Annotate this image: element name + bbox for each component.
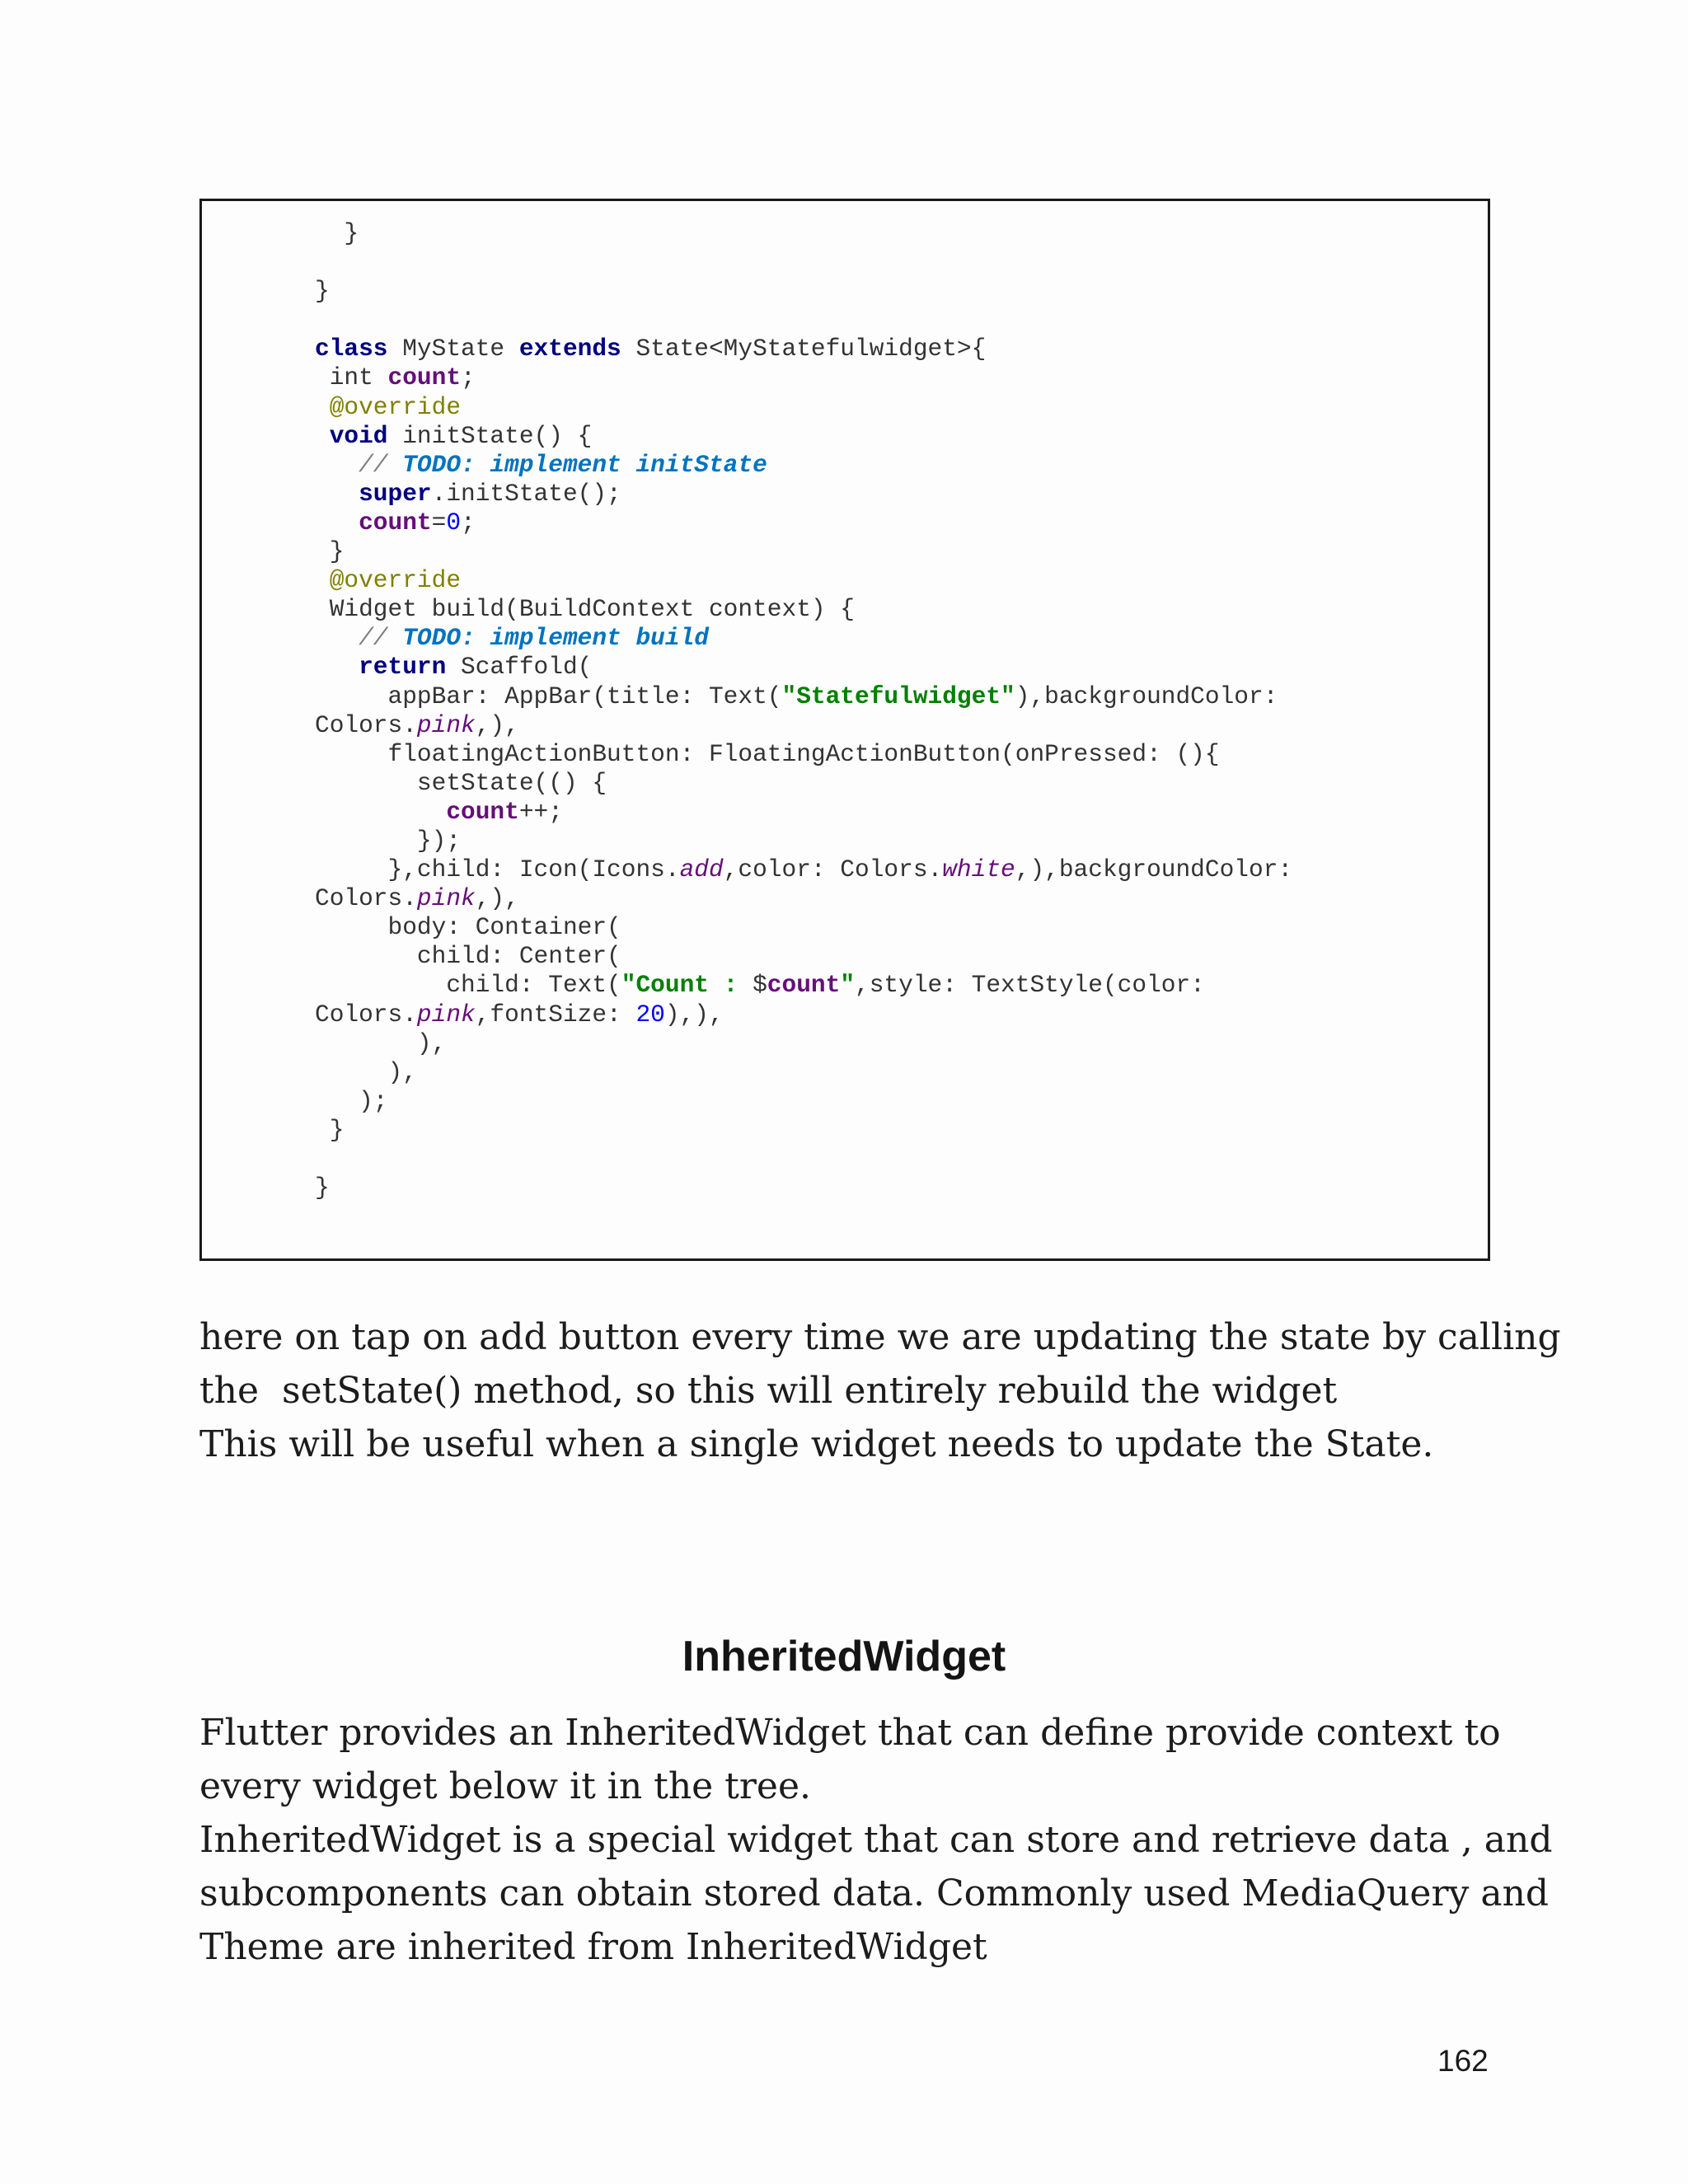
code-token bbox=[315, 653, 359, 681]
code-token: "Count : bbox=[621, 971, 753, 1000]
code-token: // bbox=[359, 450, 403, 479]
code-token: add bbox=[679, 855, 724, 884]
code-line bbox=[315, 653, 1292, 682]
code-token: Scaffold( bbox=[446, 653, 593, 682]
code-token: }); bbox=[315, 826, 462, 855]
code-token: ,), bbox=[475, 710, 519, 739]
code-line bbox=[315, 1116, 1292, 1145]
code-token: void bbox=[329, 421, 388, 450]
code-token: pink bbox=[416, 1000, 476, 1029]
code-line bbox=[315, 1058, 1292, 1087]
body-paragraph-setstate bbox=[199, 1310, 1561, 1471]
code-token: count bbox=[446, 797, 519, 826]
code-token: Colors. bbox=[315, 1000, 417, 1029]
code-line bbox=[315, 335, 1292, 363]
code-token: ,color: Colors. bbox=[723, 855, 943, 884]
code-token: body: Container( bbox=[315, 913, 621, 942]
code-line bbox=[315, 740, 1292, 769]
code-token: $ bbox=[753, 971, 767, 1000]
code-token: ,style: TextStyle(color: bbox=[855, 971, 1205, 1000]
code-line bbox=[315, 306, 1292, 335]
code-token: 0 bbox=[446, 508, 462, 537]
paragraph-line: every widget below it in the tree. bbox=[199, 1765, 811, 1807]
code-token bbox=[315, 798, 446, 826]
code-line bbox=[315, 1087, 1292, 1116]
code-token: @override bbox=[315, 566, 462, 595]
code-token: count bbox=[767, 971, 841, 1000]
code-line bbox=[315, 827, 1292, 855]
code-block bbox=[199, 199, 1490, 1261]
code-listing bbox=[315, 219, 1292, 1202]
code-line bbox=[315, 219, 1292, 248]
code-token: @override bbox=[315, 392, 462, 421]
paragraph-line: the setState() method, so this will entirely rebuild the widget bbox=[199, 1370, 1338, 1412]
code-line bbox=[315, 682, 1292, 711]
code-token: floatingActionButton: FloatingActionButton(onPressed: (){ bbox=[315, 739, 1220, 768]
section-heading: InheritedWidget bbox=[682, 1633, 1006, 1680]
code-line bbox=[315, 913, 1292, 942]
code-token: ,),backgroundColor: bbox=[1015, 855, 1293, 884]
code-line bbox=[315, 509, 1292, 537]
code-line bbox=[315, 711, 1292, 740]
code-token: ),backgroundColor: bbox=[1015, 682, 1278, 710]
code-line bbox=[315, 971, 1292, 1000]
code-line bbox=[315, 942, 1292, 971]
code-token: white bbox=[942, 855, 1015, 884]
code-token: State<MyStatefulwidget>{ bbox=[621, 335, 987, 363]
code-line bbox=[315, 595, 1292, 624]
code-token bbox=[315, 509, 359, 537]
code-token: return bbox=[359, 653, 447, 682]
code-token: } bbox=[315, 277, 330, 306]
code-token: " bbox=[840, 971, 856, 1000]
code-token: setState(() { bbox=[315, 768, 607, 797]
code-line bbox=[315, 1174, 1292, 1202]
code-line bbox=[315, 1001, 1292, 1029]
code-token: // bbox=[359, 624, 403, 653]
code-token: child: Center( bbox=[315, 942, 621, 971]
code-token: ,fontSize: bbox=[475, 1000, 636, 1029]
code-token: = bbox=[431, 508, 447, 537]
code-line bbox=[315, 798, 1292, 827]
code-token: ,), bbox=[475, 884, 519, 913]
code-token: Colors. bbox=[315, 884, 417, 913]
code-token: extends bbox=[518, 335, 621, 363]
code-token bbox=[315, 422, 330, 450]
code-line bbox=[315, 769, 1292, 798]
code-token: initState() { bbox=[387, 421, 593, 450]
paragraph-line: InheritedWidget is a special widget that can store and retrieve data , and bbox=[199, 1819, 1553, 1861]
code-token: ); bbox=[315, 1086, 388, 1115]
code-token: pink bbox=[416, 884, 476, 913]
paragraph-line: Flutter provides an InheritedWidget that can define provide context to bbox=[199, 1712, 1501, 1754]
code-token: count bbox=[387, 363, 462, 392]
code-token: } bbox=[315, 537, 345, 566]
code-line bbox=[315, 277, 1292, 306]
code-line bbox=[315, 537, 1292, 566]
code-token: ), bbox=[315, 1029, 447, 1057]
code-line bbox=[315, 1145, 1292, 1174]
body-paragraph-inheritedwidget bbox=[199, 1706, 1553, 1974]
code-token bbox=[315, 451, 359, 479]
code-line bbox=[315, 393, 1292, 422]
code-token: TODO: implement build bbox=[402, 624, 709, 653]
code-token bbox=[315, 624, 359, 652]
code-token: },child: Icon(Icons. bbox=[315, 855, 680, 884]
code-token: ++; bbox=[518, 797, 563, 826]
paragraph-line: subcomponents can obtain stored data. Commonly used MediaQuery and bbox=[199, 1872, 1550, 1915]
code-token: } bbox=[315, 1174, 330, 1202]
code-token: .initState(); bbox=[431, 479, 621, 508]
code-token: ; bbox=[461, 508, 476, 537]
code-token: } bbox=[315, 219, 359, 247]
code-line bbox=[315, 422, 1292, 451]
page-number: 162 bbox=[1437, 2044, 1489, 2078]
code-token: ), bbox=[315, 1057, 417, 1086]
code-token: super bbox=[359, 479, 432, 508]
code-token: child: Text( bbox=[315, 971, 621, 1000]
code-line bbox=[315, 363, 1292, 392]
code-token bbox=[315, 480, 359, 508]
code-token: count bbox=[359, 508, 432, 537]
code-token: TODO: implement initState bbox=[402, 450, 767, 479]
code-token: ),), bbox=[664, 1000, 724, 1029]
paragraph-line: here on tap on add button every time we are updating the state by calling bbox=[199, 1316, 1561, 1358]
code-token: } bbox=[315, 1115, 345, 1144]
code-line bbox=[315, 1029, 1292, 1058]
code-token: ; bbox=[461, 363, 476, 392]
code-token: class bbox=[315, 335, 388, 363]
code-token: "Statefulwidget" bbox=[781, 682, 1015, 710]
code-token: MyState bbox=[387, 335, 519, 363]
code-line bbox=[315, 624, 1292, 653]
paragraph-line: Theme are inherited from InheritedWidget bbox=[199, 1926, 987, 1968]
code-line bbox=[315, 566, 1292, 595]
paragraph-line: This will be useful when a single widget needs to update the State. bbox=[199, 1423, 1434, 1465]
code-token: Widget build(BuildContext context) { bbox=[315, 595, 856, 624]
code-line bbox=[315, 480, 1292, 509]
code-token: 20 bbox=[635, 1000, 665, 1029]
code-token: int bbox=[315, 363, 388, 392]
code-line bbox=[315, 855, 1292, 884]
code-token: Colors. bbox=[315, 710, 417, 739]
code-token: appBar: AppBar(title: Text( bbox=[315, 682, 782, 710]
code-token: pink bbox=[416, 710, 476, 739]
code-line bbox=[315, 451, 1292, 480]
code-line bbox=[315, 884, 1292, 913]
code-line bbox=[315, 248, 1292, 277]
